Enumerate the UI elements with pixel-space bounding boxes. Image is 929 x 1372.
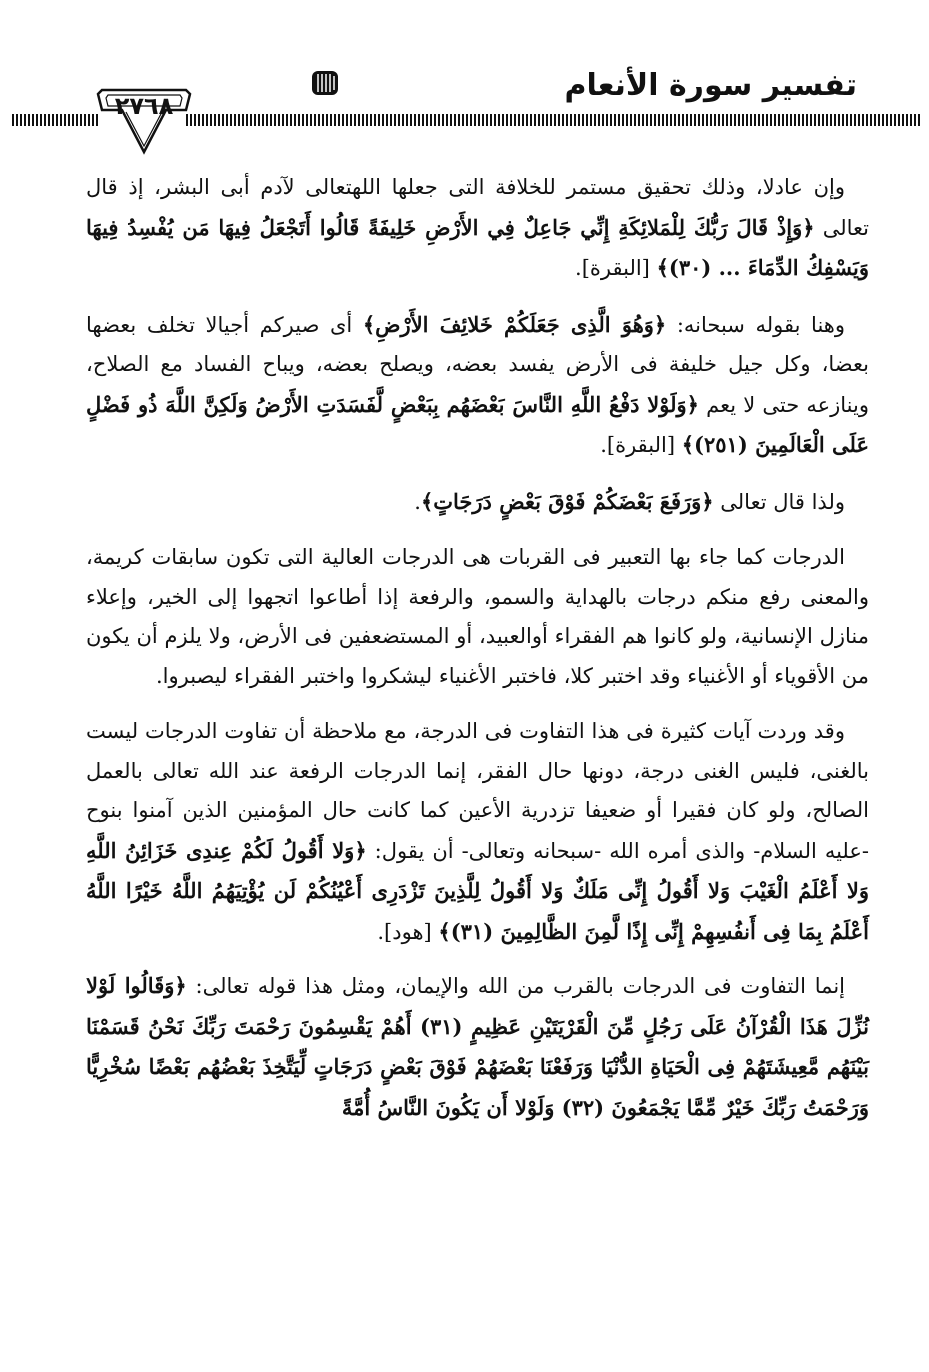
quran-verse: ﴿وَإِذْ قَالَ رَبُّكَ لِلْمَلائِكَةِ إِنِّي جَاعِلٌ فِي الأَرْضِ خَلِيفَةً قَالُوا أَتَجْعَلُ فِيهَا مَن يُفْسِدُ فِيهَا وَيَسْفِكُ الدِّمَاءَ ... (٣٠)﴾ (86, 214, 869, 280)
paragraph (86, 712, 869, 952)
header-rule-left (12, 114, 100, 126)
paragraph (86, 168, 869, 289)
ornament-icon (310, 68, 340, 98)
body-text: إنما التفاوت فى الدرجات بالقرب من الله والإيمان، ومثل هذا قوله تعالى: (186, 974, 845, 998)
page-header (0, 0, 929, 170)
running-title: تفسير سورة الأنعام (564, 68, 857, 103)
quran-verse: ﴿وَلَوْلا دَفْعُ اللَّهِ النَّاسَ بَعْضَهُم بِبَعْضٍ لَّفَسَدَتِ الأَرْضُ وَلَكِنَّ اللَّهَ ذُو فَضْلٍ عَلَى الْعَالَمِينَ (٢٥١)﴾ (86, 391, 869, 457)
header-rule-right (186, 114, 920, 126)
paragraph (86, 538, 869, 696)
quran-verse: ﴿وَهُوَ الَّذِى جَعَلَكُمْ خَلائِفَ الأَرْضِ﴾ (362, 311, 667, 337)
paragraph (86, 482, 869, 523)
body-text: [البقرة]. (600, 433, 682, 457)
page-number: ٢٧٦٨ (114, 92, 174, 120)
quran-verse: ﴿وَرَفَعَ بَعْضَكُمْ فَوْقَ بَعْضٍ دَرَجَاتٍ﴾ (420, 488, 714, 514)
body-text: . (414, 489, 421, 514)
body-text: أى صيركم أجيالا تخلف بعضها بعضا، وكل جيل خليفة فى الأرض يفسد بعضه، ويصلح بعضه، ويباح الفساد مع الصلاح، وينازعه حتى لا يعم (86, 312, 870, 417)
body-text: [البقرة]. (575, 256, 657, 280)
body-text: وقد وردت آيات كثيرة فى هذا التفاوت فى الدرجة، مع ملاحظة أن تفاوت الدرجات ليست بالغنى، فليس الغنى درجة، دونها حال الفقر، إنما الدرجات الرفعة عند الله تعالى بالعمل الصالح، ولو كان فقيرا أو ضعيفا تزدرية الأعين كما كانت حال المؤمنين الذين آمنوا بنوح -عليه السلام- والذى أمره الله -سبحانه وتعالى- أن يقول: (86, 719, 869, 863)
body-text: ولذا قال تعالى (713, 489, 845, 514)
quran-verse: ﴿وَقَالُوا لَوْلا نُزِّلَ هَذَا الْقُرْآنُ عَلَى رَجُلٍ مِّنَ الْقَرْيَتَيْنِ عَظِيمٍ (٣١) أَهُمْ يَقْسِمُونَ رَحْمَتَ رَبِّكَ نَحْنُ قَسَمْنَا بَيْنَهُم مَّعِيشَتَهُمْ فِى الْحَيَاةِ الدُّنْيَا وَرَفَعْنَا بَعْضَهُمْ فَوْقَ بَعْضٍ دَرَجَاتٍ لِّيَتَّخِذَ بَعْضُهُم بَعْضًا سُخْرِيًّا وَرَحْمَتُ رَبِّكَ خَيْرٌ مِّمَّا يَجْمَعُونَ (٣٢) وَلَوْلا أَن يَكُونَ النَّاسُ أُمَّةً (86, 973, 869, 1120)
quran-verse: ﴿وَلا أَقُولُ لَكُمْ عِندِى خَزَائِنُ اللَّهِ وَلا أَعْلَمُ الْغَيْبَ وَلا أَقُولُ إِنِّى مَلَكٌ وَلا أَقُولُ لِلَّذِينَ تَزْدَرِى أَعْيُنُكُمْ لَن يُؤْتِيَهُمُ اللَّهُ خَيْرًا اللَّهُ أَعْلَمُ بِمَا فِى أَنفُسِهِمْ إِنِّى إِذًا لَّمِنَ الظَّالِمِينَ (٣١)﴾ (86, 837, 869, 944)
paragraph (86, 966, 869, 1128)
body-text: الدرجات كما جاء بها التعبير فى القربات هى الدرجات العالية التى تكون سابقات كريمة، والمعنى رفع منكم درجات بالهداية والسمو، والرفعة إذا أطاعوا اتجهوا إلى الخير، وإعلاء منازل الإنسانية، ولو كانوا هم الفقراء أوالعبيد، أو المستضعفين فى الأرض، ولا يلزم أن يكون من الأقوياء أو الأغنياء وقد اختبر كلا، فاختبر الأغنياء ليشكروا واختبر الفقراء ليصبروا. (86, 545, 869, 688)
body-text: [هود]. (377, 919, 439, 944)
body-text: وإن عادلا، وذلك تحقيق مستمر للخلافة التى جعلها اللهتعالى لآدم أبى البشر، إذ قال تعالى (86, 175, 870, 240)
paragraph (86, 305, 869, 466)
page-body (86, 168, 869, 1144)
body-text: وهنا بقوله سبحانه: (666, 312, 846, 337)
